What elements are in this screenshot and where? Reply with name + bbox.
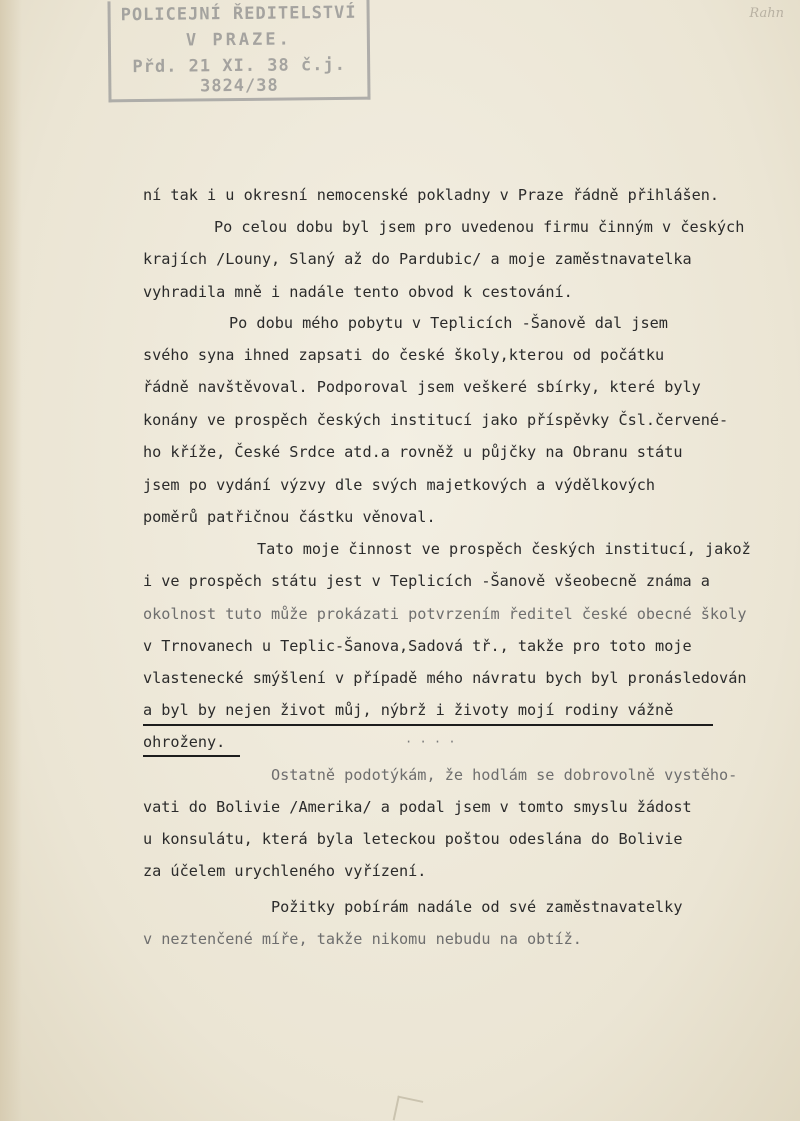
text-line: svého syna ihned zapsati do české školy,kterou od počátku — [143, 346, 665, 364]
binding-edge-shadow — [0, 0, 22, 1121]
text-line: i ve prospěch státu jest v Teplicích -Šanově všeobecně známa a — [143, 572, 710, 590]
text-line: krajích /Louny, Slaný až do Pardubic/ a moje zaměstnavatelka — [143, 250, 692, 268]
text-line: ho kříže, České Srdce atd.a rovněž u půjčky na Obranu státu — [143, 443, 683, 461]
text-line: jsem po vydání výzvy dle svých majetkových a výdělkových — [143, 476, 656, 494]
corner-pencil-note: Rahn — [749, 6, 784, 21]
text-line: v Trnovanech u Teplic-Šanova,Sadová tř., takže pro toto moje — [143, 637, 692, 655]
text-line: ohroženy. — [143, 733, 226, 751]
text-line: vati do Bolivie /Amerika/ a podal jsem v tomto smyslu žádost — [143, 798, 692, 816]
paper-fold-mark — [393, 1096, 424, 1121]
text-line: Ostatně podotýkám, že hodlám se dobrovolně vystěho- — [271, 766, 738, 784]
text-line: Požitky pobírám nadále od své zaměstnavatelky — [271, 898, 683, 916]
text-line: vlastenecké smýšlení v případě mého návratu bych byl pronásledován — [143, 669, 747, 687]
police-stamp — [107, 0, 370, 102]
text-line: konány ve prospěch českých institucí jako příspěvky Čsl.červené- — [143, 411, 729, 429]
text-line: řádně navštěvoval. Podporoval jsem veškeré sbírky, které byly — [143, 378, 701, 396]
underline-rule — [143, 724, 713, 726]
text-line: Po celou dobu byl jsem pro uvedenou firmu činným v českých — [214, 218, 745, 236]
underline-rule — [143, 755, 240, 757]
stamp-line-2: V PRAZE. — [185, 29, 292, 51]
text-line: poměrů patřičnou částku věnoval. — [143, 508, 436, 526]
text-line: vyhradila mně i nadále tento obvod k cestování. — [143, 283, 573, 301]
text-line: Po dobu mého pobytu v Teplicích -Šanově dal jsem — [229, 314, 668, 332]
text-line: a byl by nejen život můj, nýbrž i životy mojí rodiny vážně — [143, 701, 674, 719]
stamp-line-1: POLICEJNÍ ŘEDITELSTVÍ — [120, 2, 357, 26]
text-line: okolnost tuto může prokázati potvrzením ředitel české obecné školy — [143, 605, 747, 623]
text-line: ní tak i u okresní nemocenské pokladny v Praze řádně přihlášen. — [143, 186, 720, 204]
text-line: v neztenčené míře, takže nikomu nebudu na obtíž. — [143, 930, 582, 948]
stray-marks: · · · · — [405, 735, 456, 749]
text-line: Tato moje činnost ve prospěch českých institucí, jakož — [257, 540, 751, 558]
text-line: u konsulátu, která byla leteckou poštou odeslána do Bolivie — [143, 830, 683, 848]
text-line: za účelem urychleného vyřízení. — [143, 862, 427, 880]
stamp-line-3: Přd. 21 XI. 38 č.j. 3824/38 — [132, 54, 346, 97]
